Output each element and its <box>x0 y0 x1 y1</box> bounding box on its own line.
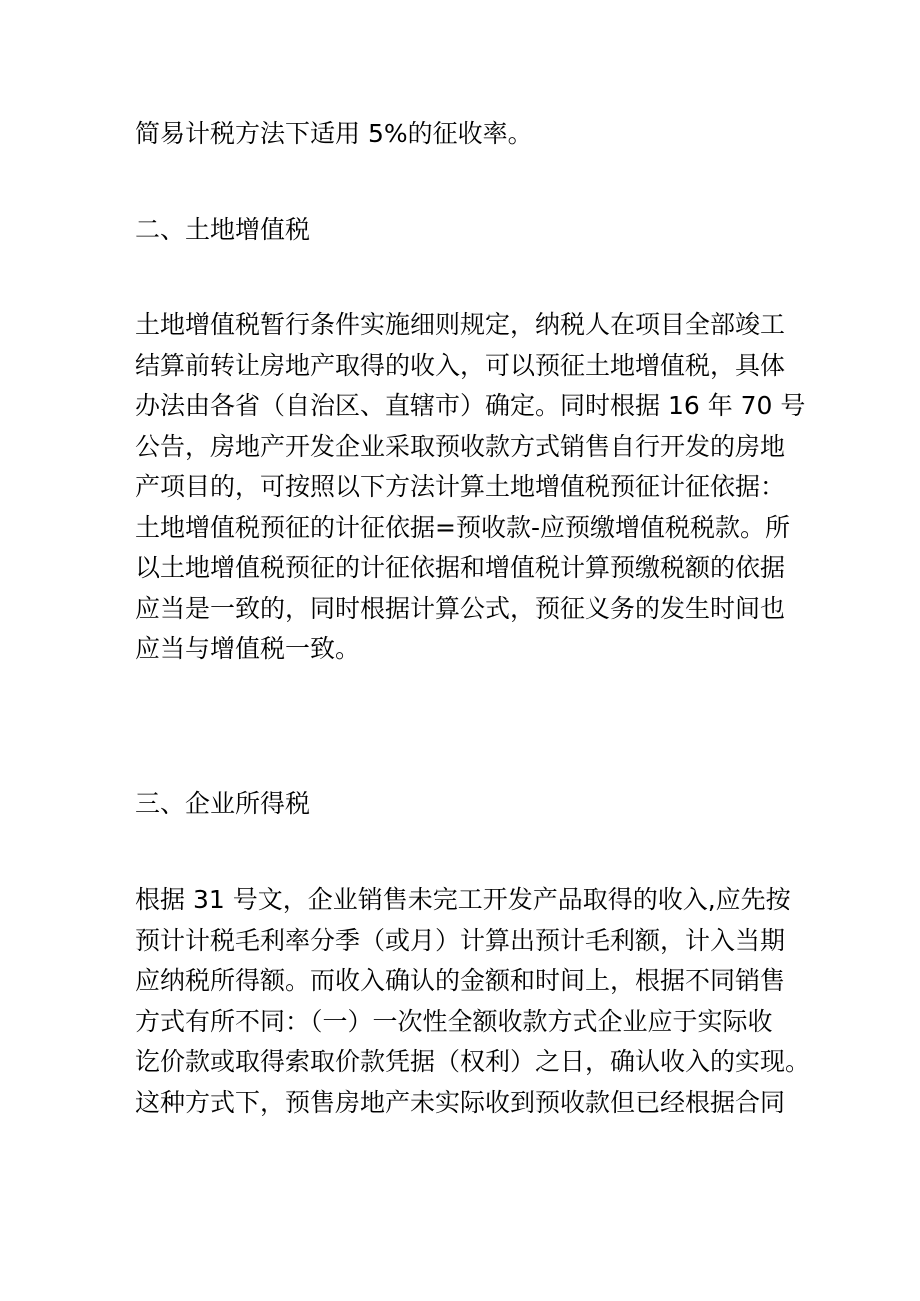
section-heading-income-tax: 三、企业所得税 <box>135 789 311 818</box>
text-line: 办法由各省（自治区、直辖市）确定。同时根据 16 年 70 号 <box>135 391 806 420</box>
text-line: 产项目的，可按照以下方法计算土地增值税预征计征依据： <box>135 472 786 501</box>
text-line: 应当与增值税一致。 <box>135 634 361 663</box>
text-line: 方式有所不同：（一）一次性全额收款方式企业应于实际收 <box>135 1006 773 1036</box>
section-heading-land-vat: 二、土地增值税 <box>135 215 311 244</box>
text-line: 土地增值税预征的计征依据=预收款-应预缴增值税税款。所 <box>135 512 790 542</box>
text-line: 以土地增值税预征的计征依据和增值税计算预缴税额的依据 <box>135 553 786 582</box>
text-line: 讫价款或取得索取价款凭据（权利）之日，确认收入的实现。 <box>135 1047 811 1076</box>
paragraph-intro <box>135 114 795 155</box>
text-line: 根据 31 号文，企业销售未完工开发产品取得的收入,应先按 <box>135 885 791 914</box>
text-line: 预计计税毛利率分季（或月）计算出预计毛利额，计入当期 <box>135 925 786 955</box>
text-line: 结算前转让房地产取得的收入，可以预征土地增值税，具体 <box>135 350 786 380</box>
text-line: 这种方式下，预售房地产未实际收到预收款但已经根据合同 <box>135 1087 786 1117</box>
text-line: 应当是一致的，同时根据计算公式，预征义务的发生时间也 <box>135 593 786 623</box>
text-line: 简易计税方法下适用 5%的征收率。 <box>135 119 533 148</box>
text-line: 公告，房地产开发企业采取预收款方式销售自行开发的房地 <box>135 431 786 461</box>
text-line: 土地增值税暂行条件实施细则规定，纳税人在项目全部竣工 <box>135 310 786 339</box>
paragraph-land-vat <box>135 305 806 670</box>
text-line: 应纳税所得额。而收入确认的金额和时间上，根据不同销售 <box>135 966 786 995</box>
paragraph-income-tax <box>135 880 811 1123</box>
